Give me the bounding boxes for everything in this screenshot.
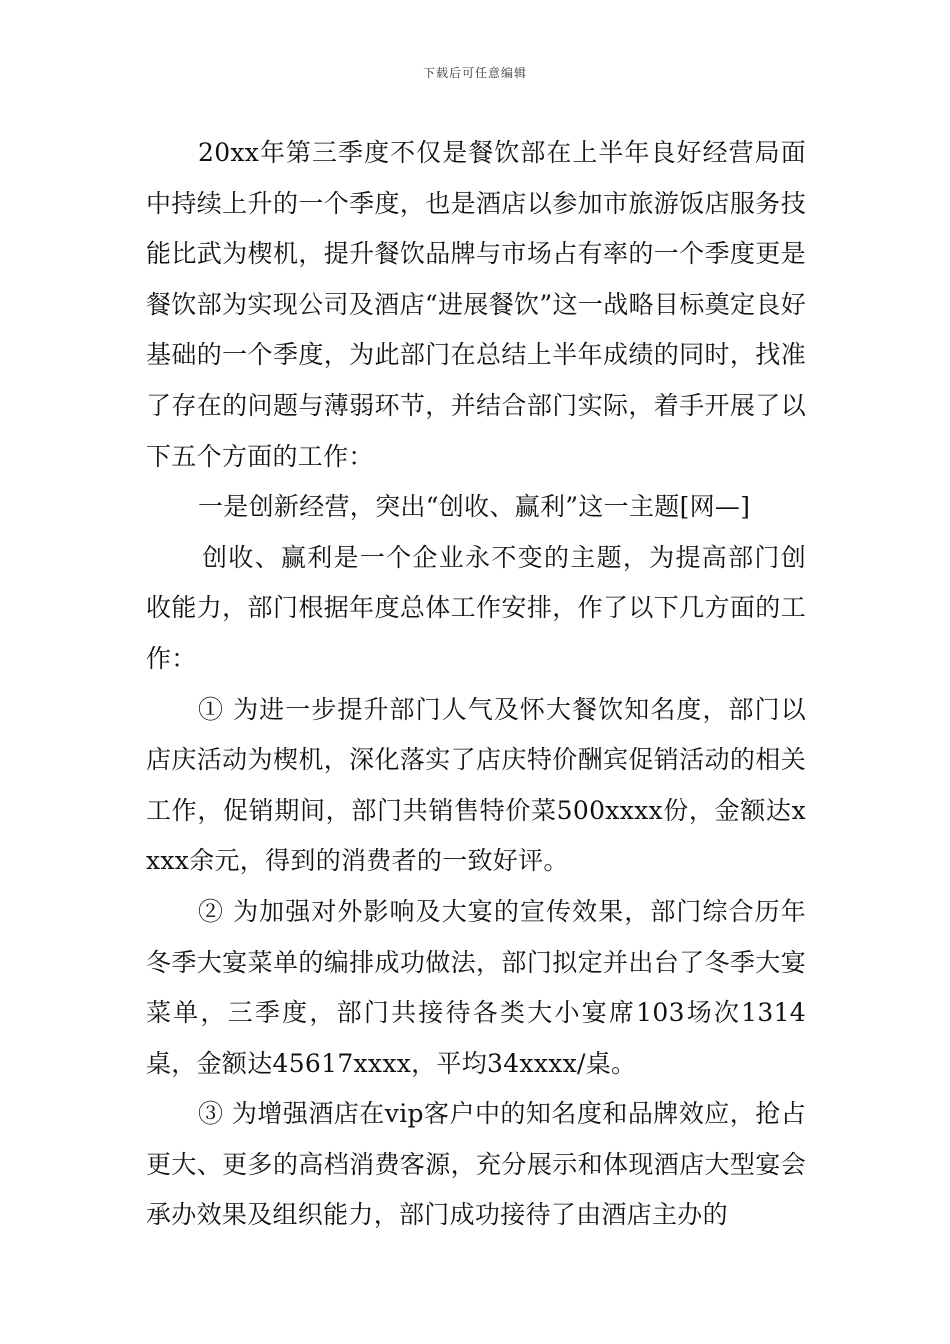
section-paragraph: 创收、赢利是一个企业永不变的主题，为提高部门创收能力，部门根据年度总体工作安排，作了以下几方面的工作： [146, 542, 806, 673]
intro-paragraph: 20xx年第三季度不仅是餐饮部在上半年良好经营局面中持续上升的一个季度，也是酒店以参加市旅游饭店服务技能比武为楔机，提升餐饮品牌与市场占有率的一个季度更是餐饮部为实现公司及酒店“进展餐饮”这一战略目标奠定良好基础的一个季度，为此部门在总结上半年成绩的同时，找准了存在的问题与薄弱环节，并结合部门实际，着手开展了以下五个方面的工作： [146, 138, 806, 471]
list-item-1: ① 为进一步提升部门人气及怀大餐饮知名度，部门以店庆活动为楔机，深化落实了店庆特价酬宾促销活动的相关工作，促销期间，部门共销售特价菜500xxxx份，金额达xxxx余元，得到的消费者的一致好评。 [146, 694, 806, 876]
list-item-2: ② 为加强对外影响及大宴的宣传效果，部门综合历年冬季大宴菜单的编排成功做法，部门拟定并出台了冬季大宴菜单，三季度，部门共接待各类大小宴席103场次1314桌，金额达45617xxxx，平均34xxxx/桌。 [146, 896, 806, 1078]
document-body [146, 128, 806, 1241]
page-header: 下载后可任意编辑 [422, 66, 527, 80]
list-item-3: ③ 为增强酒店在vip客户中的知名度和品牌效应，抢占更大、更多的高档消费客源，充分展示和体现酒店大型宴会承办效果及组织能力，部门成功接待了由酒店主办的 [146, 1099, 806, 1230]
section-heading: 一是创新经营，突出“创收、赢利”这一主题[网—] [198, 492, 751, 522]
